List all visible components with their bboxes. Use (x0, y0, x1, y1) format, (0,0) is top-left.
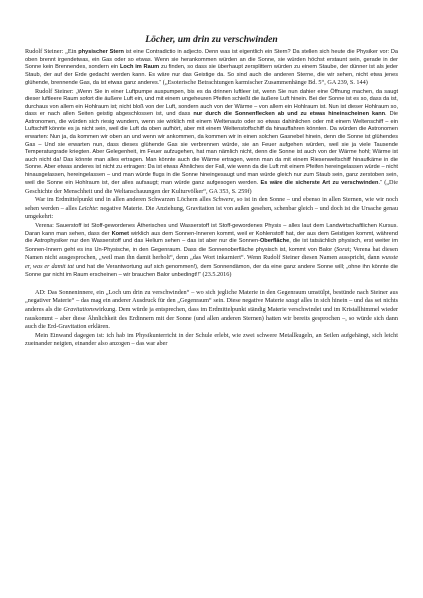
text-run: wirkung. Dem würde ja entsprechen, dass im Erdmittelpunkt ständig Materie verschwindet und im Kristallhimmel wieder rauskommt – aber diese Ähnlichkeit des Erdinnern mit der Sonne (und allen anderen Sternen) hatten wir bereits gesprochen –, so würde sich dann auch die Erd-Gravitation erklären. (25, 305, 398, 331)
paragraph-p6 (25, 332, 398, 349)
text-run: „Wenn Sie in einer Luftpumpe auspumpen, bis es da drinnen luftleer ist, wenn Sie nun dahier eine Öffnung machen, da saugt dieser luftleere Raum sofort die äußere Luft ein, und mit einem ungeheuren Pfeifen schießt die äußere Luft hinein. Bei der Sonne ist es so, dass da ist, durchaus von allem ein Hohlraum ist; nicht bloß von der Luft, sondern auch von der Wärme – von allem ein Hohlraum ist. Nun ist dieser Hohlraum so, dass er nach allen Seiten geistig abgeschlossen ist, und dass (25, 88, 398, 118)
text-run: Mein Einwand dagegen ist: ich hab im Physikunterricht in der Schule erlebt, wie zwei schwere Metallkugeln, an Seilen aufgehängt, sich leicht zueinander neigten, einander also anzogen – das war aber (25, 331, 398, 348)
paragraph-p2 (25, 88, 398, 197)
text-run: AD: Das Sonneninnere, ein „Loch um drin zu verschwinden“ – wo sich jegliche Materie in den Gegenraum umstülpt, bestünde nach Steiner aus „negativer Materie“ – das mag ein anderer Ausdruck für den „Gegenraum“ sein. Diese negative Materie (25, 288, 398, 305)
text-run: , so ist in den Sonne – und ebenso in allen Sternen, wie wir noch sehen werden – alles (25, 196, 398, 212)
paragraph-p5 (25, 289, 398, 332)
text-run: Sauerstoff ist Stoff-gewordenes Ätherisches und Wasserstoff ist Stoff-gewordenes Physis – alles laut dem Landwirtschaftlichen Kursus. Daran kann man sehen, dass der (25, 223, 398, 237)
text-run: Loch im Raum (120, 64, 160, 71)
text-run: wirklich aus dem Sonnen-Inneren kommt, weil er Kohlenstoff hat, der aus dem Geistigen kommt, während die Astrophysiker nur den Wasserstoff und das Helium sehen – das ist aber nur die Sonnen- (25, 230, 398, 245)
text-run: Gravitations (63, 305, 95, 313)
document-page (25, 34, 398, 590)
text-run: physischer Stern (78, 49, 124, 55)
text-run: Verena: (35, 222, 56, 230)
text-run: wusste er, was er damit tat (25, 254, 398, 270)
paragraph-p3 (25, 196, 398, 222)
text-run: : negative Materie. Die Anziehung, Gravitation ist von außen gesehen, schenbar gleich – und doch ist die Ursache genau umgekehrt: (25, 204, 398, 221)
paragraph-gap (25, 280, 398, 289)
paragraph-p4 (25, 222, 398, 280)
text-run: zu finden, so dass sie überhaupt zersplittern würden zu einem Staube, der dünner ist als jeder Staub, der auf der Erde gedacht werden kann. Es wäre nur das Geistige da. So sind auch die anderen Sterne, die wir sehen, nicht etwa jenes glühende, brennende Gas, da ist etwas ganz anderes.“ (25, 64, 398, 87)
text-run: ist eine Contradictio in adjecto. Denn was ist eigentlich ein Stern? Da stellen sich heute die Physiker vor: Da oben brennt irgendetwas, ein Gas oder so etwas. Wenn sie herankommen würden an die Sonne, sie würden höchst erstaunt sein, gerade in der Sonne kein Brennendes, sondern ein (25, 49, 398, 71)
text-run: nur durch die Sonnenflecken ab und zu etwas hineinscheinen kann (193, 111, 386, 118)
text-run: (23.5.2016) (202, 271, 232, 279)
text-run: Komet (111, 230, 129, 237)
text-run: Schwere (212, 196, 234, 204)
text-run: Es wäre die sicherste Art zu verschwinden (260, 180, 379, 187)
text-run: und hat die Verantwortung auf sich genommen!), dem Sonnendämon, der da eine ganz andere Sonne will; „ohne ihn könnte die Sonne gar nicht im Raum erscheinen – wir brauchen Balor unbedingt!!“ (25, 263, 398, 279)
paragraph-p1 (25, 48, 398, 88)
text-run: War im Erdmittelpunkt und in allen anderen Schwarzen Löchern alles (35, 196, 213, 204)
text-run: Oberfläche (259, 238, 290, 245)
text-run: Leichte (78, 204, 97, 212)
text-run: Rudolf Steiner: „Ein (25, 48, 79, 55)
text-run: , die ist tatsächlich physisch, erst weiter im Sonnen-Innern geht es ins Un-Physische, in den Gegenraum. Dass die Sonnenoberfläche physisch ist, kommt von Balor ( (25, 238, 398, 253)
document-body (25, 48, 398, 349)
text-run: („Die Geschichte der Menschheit und die Weltanschauungen der Kulturvölker“, GA 353, S. 259f) (25, 179, 398, 195)
text-run: alles in sich hinein – und das sei nichts anderes als die (25, 297, 398, 313)
text-run: Rudolf Steiner: (35, 87, 76, 95)
document-title: Löcher, um drin zu verschwinden (145, 34, 278, 45)
text-run: .“ (378, 180, 385, 187)
text-run: saugt (285, 297, 300, 305)
text-run: („Esoterische Betrachtungen karmischer Zusammenhänge Bd. 5“, GA 239, S. 144) (162, 79, 368, 87)
text-run: . Die Astronomen, die würden sich riesig wundern, wenn sie wirklich mit einem Weltenauto oder so etwas dahinlichen oder mit einem Weltenschiff – ein Luftschiff könnte es ja nicht sein, weil die Luft da oben aufhört, aber mit einem Weltenstoffschiff da hinauffahren könnten. Da würden die Astronomen erwarten: Nun ja, da kommen wir oben an und wenn wir ankommen, da kommen wir in einen solchen Gasnebel hinein, denn die Sonne ist glühendes Gas – Und sie erwarten nun, dass dieses glühende Gas sie verbrennen würde, sie an Feuer aufgehen würden, weil sie ja viele Tausende Temperaturgrade kriegten. Aber Gelegenheit, im Feuer aufzugehen, hat man nämlich nicht, denn die Sonne ist auch von der Wärme hohl; Wärme ist auch nicht da! Das könnte man alles ertragen. Man könnte auch die Wärme ertragen, wenn man da mit einem Riesenweltschiff hinaufkäme in die Sonne. Aber etwas anderes ist nicht zu ertragen: Da ist etwas Ähnliches der Fall, wie wenn da die Luft mit einem Pfeifen hereingelassen würde – nicht hinausgelassen, hereingelassen – und man würde flugs in die Sonne hineingesaugt und man würde gleich nur zum Staub sein, ganz zerstoben sein, weil die Sonne ein Hohlraum ist, der alles aufsaugt; man würde ganz aufgesogen werden. (25, 111, 398, 187)
text-run: ; Verena hat diesen Namen nicht ausgesprochen, „weil man ihn damit herholt“, denn „das Wort inkarniert“. Wenn Rudolf Steiner diesen Namen ausspricht, dann (25, 245, 398, 262)
text-run: Sorat (336, 245, 350, 253)
